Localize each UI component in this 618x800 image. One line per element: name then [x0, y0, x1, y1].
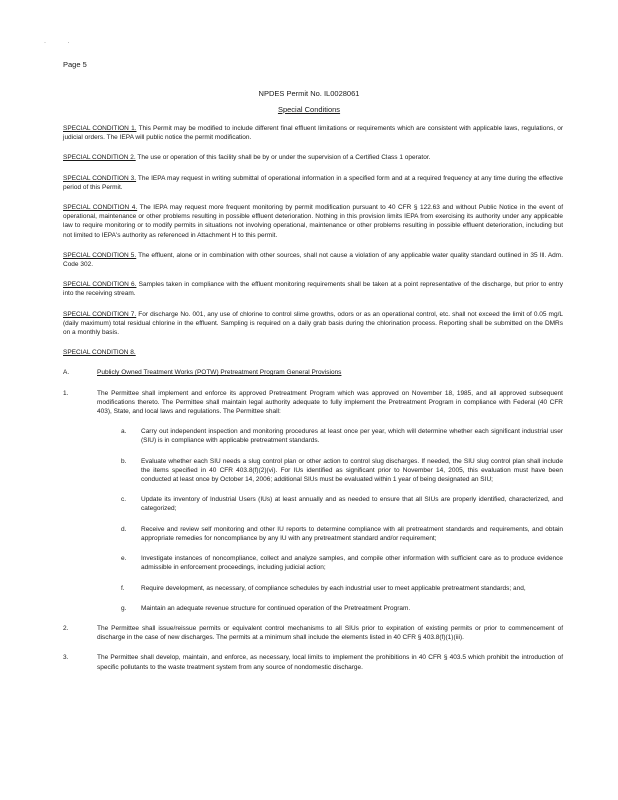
special-condition-1: [63, 124, 563, 142]
sub-text: Maintain an adequate revenue structure for continued operation of the Pretreatment Program.: [141, 604, 411, 612]
numbered-item-3: [63, 653, 563, 671]
condition-label: SPECIAL CONDITION 5.: [63, 251, 137, 259]
condition-text: Samples taken in compliance with the effluent monitoring requirements shall be taken at a point representative of the discharge, but prior to entry into the receiving stream.: [63, 281, 563, 298]
sub-text: Receive and review self monitoring and other IU reports to determine compliance with all pretreatment standards and requirements, and obtain appropriate remedies for noncompliance by any IU with any pretreatment standard and/or requirement;: [141, 525, 563, 542]
section-a: [63, 368, 563, 377]
numbered-item-2: [63, 624, 563, 642]
condition-text: This Permit may be modified to include different final effluent limitations or requirements which are consistent with applicable laws, regulations, or judicial orders. The IEPA will public notice the permit modification.: [63, 125, 563, 142]
sub-text: Evaluate whether each SIU needs a slug control plan or other action to control slug discharges. If needed, the SIU slug control plan shall include the items specified in 40 CFR 403.8(f)(2)(vi). For IUs identified as significant prior to November 14, 2005, this evaluation must have been conducted at least once by October 14, 2006; additional SIUs must be evaluated within 1 year of being designated an SIU;: [141, 457, 563, 484]
condition-text: The use or operation of this facility shall be by or under the supervision of a Certified Class 1 operator.: [137, 154, 431, 162]
special-condition-7: [63, 310, 563, 338]
item-number: 3.: [63, 654, 69, 662]
special-condition-3: [63, 174, 563, 192]
permit-number: NPDES Permit No. IL0028061: [258, 89, 360, 98]
condition-text: The IEPA may request in writing submittal of operational information in a specified form and at a required frequency at any time during the effective period of this Permit.: [63, 174, 563, 191]
sub-item-e: [63, 554, 563, 572]
item-text: The Permittee shall issue/reissue permits or equivalent control mechanisms to all SIUs prior to expiration of existing permits or prior to commencement of discharge in the case of new discharges. The permits at a minimum shall include the elements listed in 40 CFR § 403.8(f)(1)(iii).: [97, 624, 563, 642]
sub-text: Investigate instances of noncompliance, collect and analyze samples, and compile other information with sufficient care as to produce evidence admissible in enforcement proceedings, including judicial action;: [141, 555, 563, 572]
sub-item-c: [63, 495, 563, 513]
special-condition-5: [63, 251, 563, 269]
sub-item-b: [63, 457, 563, 485]
page-title: Special Conditions: [277, 105, 341, 114]
sub-letter: d.: [121, 525, 127, 533]
condition-label: SPECIAL CONDITION 6.: [63, 281, 137, 289]
page-marks: · ·: [44, 40, 80, 46]
item-text: The Permittee shall develop, maintain, and enforce, as necessary, local limits to implement the prohibitions in 40 CFR § 403.5 which prohibit the introduction of specific pollutants to the waste treatment system from any source of nondomestic discharge.: [97, 654, 563, 671]
item-text: The Permittee shall implement and enforce its approved Pretreatment Program which was approved on November 18, 1985, and all approved subsequent modifications thereto. The Permittee shall maintain legal authority adequate to fully implement the Pretreatment Program in compliance with Federal (40 CFR 403), State, and local laws and regulations. The Permittee shall:: [97, 389, 563, 416]
numbered-item-1: [63, 389, 563, 417]
item-number: 2.: [63, 624, 69, 632]
condition-label: SPECIAL CONDITION 1.: [63, 125, 137, 132]
condition-text: The IEPA may request more frequent monitoring by permit modification pursuant to 40 CFR § 122.63 and without Public Notice in the event of operational, maintenance or other problems resulting in possible effluent deterioration. Nothing in this provision limits IEPA from exercising its authority under any applicable law to require monitoring or to modify permits in situations not involving operational, maintenance or other problems resulting in possible effluent deterioration, including but not limited to IEPA's authority as referenced in Attachment H to this permit.: [63, 204, 563, 239]
section-letter: A.: [63, 369, 70, 377]
condition-label: SPECIAL CONDITION 3.: [63, 174, 137, 182]
condition-label: SPECIAL CONDITION 7.: [63, 310, 137, 318]
sub-item-g: [63, 604, 563, 613]
sub-item-f: [63, 584, 563, 593]
sub-text: Update its inventory of Industrial Users (IUs) at least annually and as needed to ensure that all SIUs are properly identified, characterized, and categorized;: [141, 496, 563, 513]
page-number: Page 5: [63, 60, 87, 69]
sub-letter: g.: [121, 604, 127, 612]
section-title: Publicly Owned Treatment Works (POTW) Pretreatment Program General Provisions: [97, 369, 342, 377]
special-condition-6: [63, 280, 563, 298]
sub-letter: e.: [121, 555, 127, 563]
condition-text: For discharge No. 001, any use of chlorine to control slime growths, odors or as an operational control, etc. shall not exceed the limit of 0.05 mg/L (daily maximum) total residual chlorine in the effluent. Sampling is required on a daily grab basis during the chlorination process. Reporting shall be submitted on the DMRs on a monthly basis.: [63, 310, 563, 337]
condition-text: The effluent, alone or in combination with other sources, shall not cause a violation of any applicable water quality standard outlined in 35 Ill. Adm. Code 302.: [63, 251, 563, 269]
sub-text: Carry out independent inspection and monitoring procedures at least once per year, which will determine whether each significant industrial user (SIU) is in compliance with applicable pretreatment standards.: [141, 428, 563, 445]
conditions-body: [63, 124, 563, 683]
item-number: 1.: [63, 389, 69, 397]
sub-letter: a.: [121, 428, 127, 436]
sub-item-a: [63, 427, 563, 445]
condition-label: SPECIAL CONDITION 2.: [63, 154, 136, 162]
sub-letter: c.: [121, 496, 127, 504]
sub-item-d: [63, 525, 563, 543]
sub-text: Require development, as necessary, of compliance schedules by each industrial user to meet applicable pretreatment standards; and,: [141, 584, 526, 592]
condition-label: SPECIAL CONDITION 8.: [63, 349, 136, 357]
sub-letter: f.: [121, 584, 125, 592]
condition-label: SPECIAL CONDITION 4.: [63, 204, 138, 212]
sub-letter: b.: [121, 457, 127, 465]
special-condition-8: [63, 348, 563, 357]
special-condition-4: [63, 203, 563, 240]
special-condition-2: [63, 153, 563, 162]
